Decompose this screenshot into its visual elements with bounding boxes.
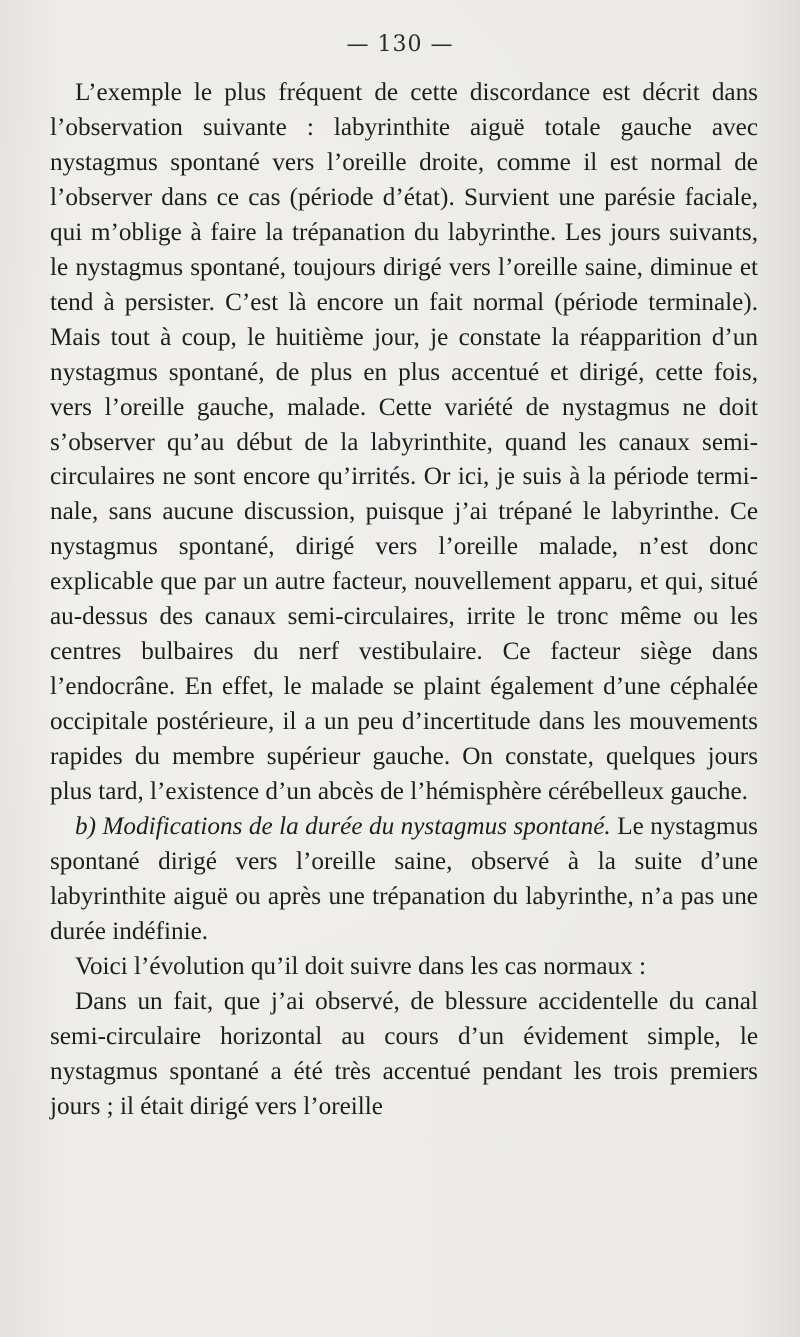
section-body: Le nystagmus spontané dirigé vers l’oreille saine, observé à la suite d’une labyrinthite aiguë ou après une trépanation du labyrinthe, n’a pas une durée indéfinie. — [50, 813, 758, 945]
page-number: — 130 — — [346, 32, 454, 57]
paragraph-discordance-example: L’exemple le plus fréquent de cette discordance est décrit dans l’observation suivante : labyrinthite aiguë totale gauche avec nystagmus spontané vers l’oreille droite, comme il est normal de l’observer dans ce cas (période d’état). Survient une parésie faciale, qui m’oblige à faire la trépanation du labyrinthe. Les jours suivants, le nystagmus spontané, toujours dirigé vers l’oreille saine, diminue et tend à persister. C’est là encore un fait normal (période terminale). Mais tout à coup, le huitième jour, je constate la réapparition d’un nystagmus spontané, de plus en plus accentué et dirigé, cette fois, vers l’oreille gauche, malade. Cette variété de nystagmus ne doit s’observer qu’au début de la labyrinthite, quand les canaux semi-circulaires ne sont encore qu’irrités. Or ici, je suis à la période terminale, sans aucune discussion, puisque j’ai trépané le labyrinthe. Ce nystagmus spontané, dirigé vers l’oreille malade, n’est donc explicable que par un autre facteur, nouvellement apparu, et qui, situé au-dessus des canaux semi-circulaires, irrite le tronc même ou les centres bulbaires du nerf vestibulaire. Ce facteur siège dans l’endocrâne. En effet, le malade se plaint également d’une céphalée occipitale postérieure, il a un peu d’incertitude dans les mouvements rapides du membre supérieur gauche. On constate, quelques jours plus tard, l’existence d’un abcès de l’hémisphère cérébelleux gauche. — [50, 79, 758, 806]
section-heading: b) Modifications de la durée du nystagmus spontané. — [75, 813, 611, 841]
paragraph-case-observation: Dans un fait, que j’ai observé, de blessure accidentelle du canal semi-circulaire horizontal au cours d’un évidement simple, le nystagmus spontané a été très accentué pendant les trois premiers jours ; il était dirigé vers l’oreille — [50, 987, 758, 1120]
paragraph-duration-section — [50, 810, 758, 950]
paragraph-evolution-intro: Voici l’évolution qu’il doit suivre dans les cas normaux : — [75, 952, 647, 980]
body-text — [50, 76, 758, 1125]
